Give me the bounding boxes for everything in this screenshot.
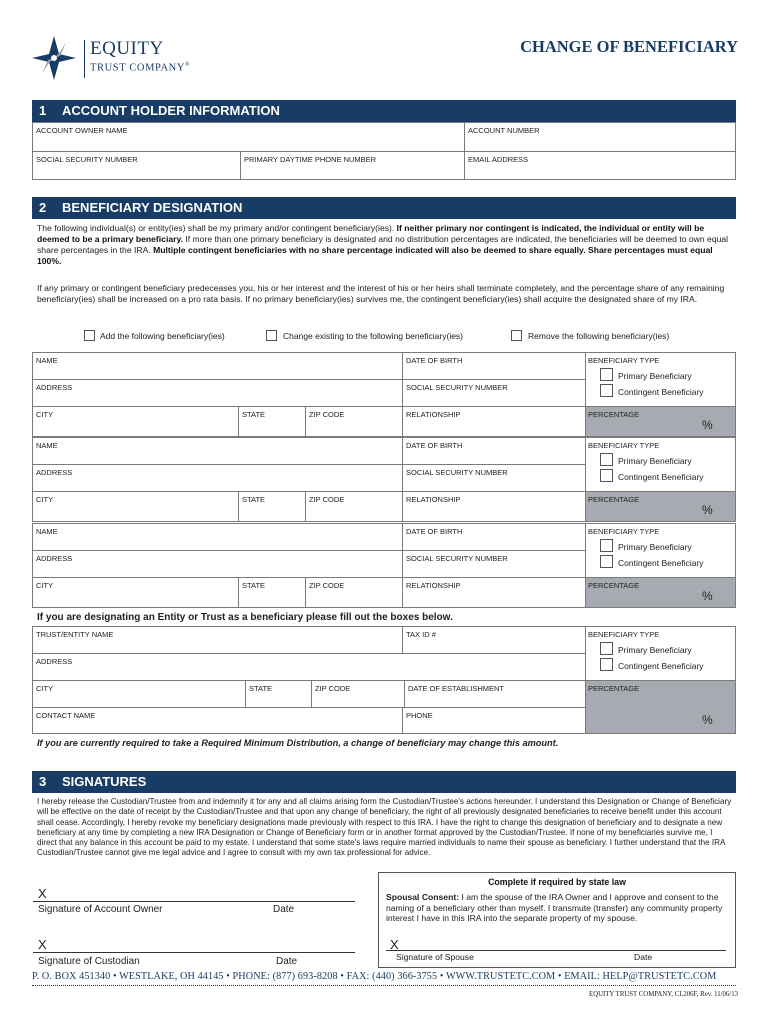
beneficiary-zip-field[interactable]: ZIP CODE	[309, 581, 345, 590]
beneficiary-ssn-field[interactable]: SOCIAL SECURITY NUMBER	[406, 468, 508, 477]
entity-primary-checkbox[interactable]	[600, 642, 613, 655]
beneficiary-percentage-field[interactable]: PERCENTAGE %	[588, 495, 713, 517]
section-3-header	[32, 771, 736, 793]
ssn-field[interactable]: SOCIAL SECURITY NUMBER	[36, 155, 138, 164]
entity-address-field[interactable]: ADDRESS	[36, 657, 73, 666]
footer-form-id: EQUITY TRUST COMPANY, CL206F, Rev. 11/06/13	[589, 991, 738, 998]
beneficiary-state-field[interactable]: STATE	[242, 581, 266, 590]
custodian-signature-line[interactable]	[33, 952, 355, 953]
beneficiary-name-field[interactable]: NAME	[36, 527, 58, 536]
phone-field[interactable]: PRIMARY DAYTIME PHONE NUMBER	[244, 155, 377, 164]
predecease-paragraph: If any primary or contingent beneficiary predeceases you, his or her interest and the interest of his or her heirs shall terminate completely, and the percentage share of any remaining beneficiary(ies) shall be increased on a pro rata basis. If no primary beneficiary(ies) survives me, the contingent beneficiary(ies) shall acquire the designated share of my IRA.	[37, 283, 725, 304]
beneficiary-address-field[interactable]: ADDRESS	[36, 554, 73, 563]
primary-beneficiary-checkbox[interactable]	[600, 368, 613, 381]
owner-signature-label: Signature of Account Owner	[38, 904, 163, 915]
remove-beneficiary-checkbox[interactable]	[511, 330, 522, 341]
owner-sign-x-icon: X	[38, 886, 47, 901]
beneficiary-name-field[interactable]: NAME	[36, 356, 58, 365]
beneficiary-relationship-field[interactable]: RELATIONSHIP	[406, 495, 461, 504]
entity-zip-field[interactable]: ZIP CODE	[315, 684, 351, 693]
footer-divider	[32, 985, 736, 986]
entity-state-field[interactable]: STATE	[249, 684, 273, 693]
section-title: BENEFICIARY DESIGNATION	[62, 200, 243, 215]
beneficiary-relationship-field[interactable]: RELATIONSHIP	[406, 410, 461, 419]
form-title: CHANGE OF BENEFICIARY	[520, 37, 738, 56]
release-paragraph: I hereby release the Custodian/Trustee from and indemnify it for any and all claims arising form the Custodian/Trustee's actions hereunder. I understand this Designation or Change of Beneficiary will be effective on the date of receipt by the Custodian/Trustee and that upon any change of beneficiary, the right of all previously designated beneficiaries to receive benefit under this account shall cease. Accordingly, I hereby revoke my beneficiary designations made previously with respect to this IRA. I have the right to change this designation of beneficiary and to designate a new beneficiary at any time by completing a new IRA Designation or Change of Beneficiary form or in another format approved by the Custodian/Trustee. If none of my beneficiaries survive me, I direct that any balance in this account be paid to my estate. I understand that some state's laws require married individuals to name their spouse as beneficiary. I further understand that the IRA Custodian/Trustee cannot give me legal advice and I agree to consult with my own tax professional for advice.	[37, 797, 732, 858]
trust-entity-name-field[interactable]: TRUST/ENTITY NAME	[36, 630, 114, 639]
beneficiary-city-field[interactable]: CITY	[36, 495, 54, 504]
email-field[interactable]: EMAIL ADDRESS	[468, 155, 529, 164]
beneficiary-percentage-field[interactable]: PERCENTAGE %	[588, 581, 713, 603]
beneficiary-dob-field[interactable]: DATE OF BIRTH	[406, 527, 463, 536]
entity-beneficiary-type: BENEFICIARY TYPE Primary Beneficiary Contingent Beneficiary	[588, 630, 704, 671]
beneficiary-zip-field[interactable]: ZIP CODE	[309, 495, 345, 504]
add-beneficiary-checkbox[interactable]	[84, 330, 95, 341]
section-1-header	[32, 100, 736, 122]
star-logo-icon	[30, 34, 80, 84]
beneficiary-zip-field[interactable]: ZIP CODE	[309, 410, 345, 419]
account-owner-name-field[interactable]: ACCOUNT OWNER NAME	[36, 126, 128, 135]
add-beneficiary-label: Add the following beneficiary(ies)	[100, 331, 225, 341]
section-title: ACCOUNT HOLDER INFORMATION	[62, 103, 280, 118]
section-number: 2	[39, 200, 47, 215]
contact-name-field[interactable]: CONTACT NAME	[36, 711, 96, 720]
spouse-sign-x-icon: X	[390, 937, 399, 952]
beneficiary-percentage-field[interactable]: PERCENTAGE %	[588, 410, 713, 432]
logo-name: EQUITY	[90, 38, 164, 59]
entity-percentage-field[interactable]: PERCENTAGE %	[588, 684, 713, 727]
spouse-date-label: Date	[634, 952, 653, 962]
contingent-beneficiary-checkbox[interactable]	[600, 384, 613, 397]
primary-beneficiary-checkbox[interactable]	[600, 539, 613, 552]
beneficiary-state-field[interactable]: STATE	[242, 495, 266, 504]
spousal-consent-text: Spousal Consent: I am the spouse of the IRA Owner and I approve and consent to the naming of a beneficiary other than myself. I transmute (transfer) any community property interest I have in this IRA into the separate property of my spouse.	[386, 892, 723, 924]
account-number-field[interactable]: ACCOUNT NUMBER	[468, 126, 540, 135]
remove-beneficiary-label: Remove the following beneficiary(ies)	[528, 331, 670, 341]
spouse-signature-label: Signature of Spouse	[396, 952, 474, 962]
primary-beneficiary-checkbox[interactable]	[600, 453, 613, 466]
owner-signature-line[interactable]	[33, 901, 355, 902]
tax-id-field[interactable]: TAX ID #	[406, 630, 436, 639]
entity-note: If you are designating an Entity or Trust as a beneficiary please fill out the boxes below.	[37, 612, 453, 623]
spouse-signature-line[interactable]	[386, 950, 726, 951]
beneficiary-relationship-field[interactable]: RELATIONSHIP	[406, 581, 461, 590]
custodian-sign-x-icon: X	[38, 937, 47, 952]
rmd-note: If you are currently required to take a Required Minimum Distribution, a change of beneficiary may change this amount.	[37, 738, 559, 748]
beneficiary-type: BENEFICIARY TYPE Primary Beneficiary Contingent Beneficiary	[588, 356, 704, 397]
section-number: 3	[39, 774, 47, 789]
beneficiary-address-field[interactable]: ADDRESS	[36, 468, 73, 477]
change-beneficiary-checkbox[interactable]	[266, 330, 277, 341]
beneficiary-ssn-field[interactable]: SOCIAL SECURITY NUMBER	[406, 383, 508, 392]
beneficiary-dob-field[interactable]: DATE OF BIRTH	[406, 441, 463, 450]
logo	[30, 34, 230, 84]
change-beneficiary-label: Change existing to the following beneficiary(ies)	[283, 331, 464, 341]
beneficiary-name-field[interactable]: NAME	[36, 441, 58, 450]
beneficiary-state-field[interactable]: STATE	[242, 410, 266, 419]
section-2-header	[32, 197, 736, 219]
section-number: 1	[39, 103, 47, 118]
designation-paragraph: The following individual(s) or entity(ies) shall be my primary and/or contingent beneficiary(ies). If neither primary nor contingent is indicated, the individual or entity will be deemed to be a primary beneficiary. If more than one primary beneficiary is designated and no distribution percentages are indicated, the beneficiaries will be deemed to own equal share percentages in the IRA. Multiple contingent beneficiaries with no share percentage indicated will also be deemed to share equally. Share percentages must equal 100%.	[37, 223, 729, 266]
logo-subtitle: TRUST COMPANY®	[90, 62, 191, 74]
beneficiary-dob-field[interactable]: DATE OF BIRTH	[406, 356, 463, 365]
beneficiary-address-field[interactable]: ADDRESS	[36, 383, 73, 392]
beneficiary-ssn-field[interactable]: SOCIAL SECURITY NUMBER	[406, 554, 508, 563]
entity-city-field[interactable]: CITY	[36, 684, 54, 693]
beneficiary-city-field[interactable]: CITY	[36, 581, 54, 590]
entity-establishment-date-field[interactable]: DATE OF ESTABLISHMENT	[408, 684, 504, 693]
owner-date-label: Date	[273, 904, 295, 915]
custodian-signature-label: Signature of Custodian	[38, 956, 140, 967]
beneficiary-type: BENEFICIARY TYPE Primary Beneficiary Contingent Beneficiary	[588, 527, 704, 568]
entity-phone-field[interactable]: PHONE	[406, 711, 433, 720]
spousal-box-title: Complete if required by state law	[488, 877, 626, 887]
section-title: SIGNATURES	[62, 774, 147, 789]
contingent-beneficiary-checkbox[interactable]	[600, 555, 613, 568]
custodian-date-label: Date	[276, 956, 298, 967]
contingent-beneficiary-checkbox[interactable]	[600, 469, 613, 482]
beneficiary-city-field[interactable]: CITY	[36, 410, 54, 419]
entity-contingent-checkbox[interactable]	[600, 658, 613, 671]
beneficiary-type: BENEFICIARY TYPE Primary Beneficiary Contingent Beneficiary	[588, 441, 704, 482]
footer-contact: P. O. BOX 451340 • WESTLAKE, OH 44145 • PHONE: (877) 693-8208 • FAX: (440) 366-3755 • WWW.TRUSTETC.COM • EMAIL: HELP@TRUSTETC.COM	[32, 971, 717, 982]
